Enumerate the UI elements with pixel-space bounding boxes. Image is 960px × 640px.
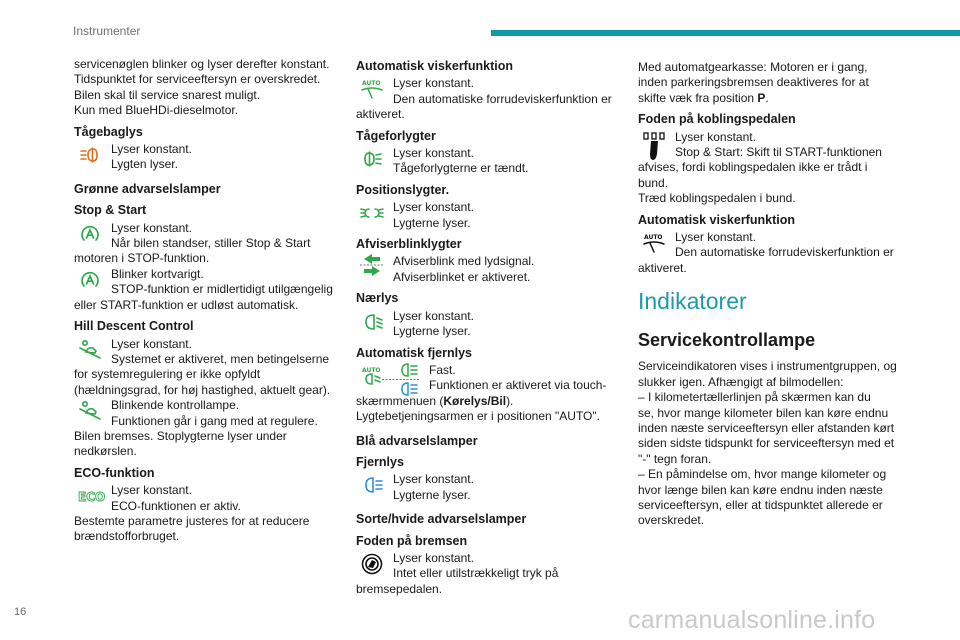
column-3: Med automatgearkasse: Motoren er i gang, inden parkeringsbremsen deaktiveres for at skifte væk fra position P. Foden på koblingspedalen Lyser konstant. Stop & Start: Skift til START-funktionen afvises, fordi koblingspedalen ikke er trådt i bund. Træd koblingspedalen i bund. Automatisk viskerfunktion AUTO Lyser konstant. Den automatiske forrudeviskerfunktion er aktiveret. Indikatorer Servicekontrollampe Serviceindikatoren vises i instrumentgruppen, og slukker igen. Afhængigt af bilmodellen: – I kilometertællerlinjen på skærmen kan du se, hvor mange kilometer bilen kan køre endnu inden næste serviceeftersyn eller afstanden kørt siden sidste tidspunkt for serviceeftersyn med et "-" tegn foran. – En påmindelse om, hvor mange kilometer og hvor længe bilen kan køre endnu inden næste serviceeftersyn, eller at tidspunktet allerede er overskredet. <box>638 60 913 529</box>
heading-clutch: Foden på koblingspedalen <box>638 112 796 127</box>
lamp-hill-on: Lyser konstant. Systemet er aktiveret, men betingelserne for systemregulering er ikke opfyldt (hældningsgrad, for høj hastighed, aktuelt gear). <box>74 336 331 397</box>
section-title-service: Servicekontrollampe <box>638 330 816 351</box>
lamp-brake-pedal: Lyser konstant. Intet eller utilstrækkeligt tryk på bremsepedalen. <box>356 550 559 596</box>
lamp-rear-fog: Lyser konstant. Lygten lyser. <box>74 142 339 173</box>
lamp-position: Lyser konstant. Lygterne lyser. <box>356 200 621 231</box>
svg-text:AUTO: AUTO <box>644 234 663 242</box>
position-lamp-icon <box>360 202 384 224</box>
svg-text:ECO: ECO <box>78 490 106 505</box>
dipped-beam-icon <box>360 311 384 333</box>
header-accent-bar <box>491 30 960 36</box>
heading-stop-start: Stop & Start <box>74 203 147 218</box>
intro-line: Tidspunktet for serviceeftersyn er overskredet. <box>74 72 321 87</box>
header-title: Instrumenter <box>73 24 141 38</box>
turn-signal-icon <box>360 254 384 276</box>
heading-tagebaglys: Tågebaglys <box>74 124 143 139</box>
heading-black-white-lamps: Sorte/hvide advarselslamper <box>356 512 527 527</box>
auto-dipped-beam-icon <box>360 365 384 387</box>
heading-indicators: Afviserblinklygter <box>356 237 462 252</box>
heading-auto-wiper-bw: Automatisk viskerfunktion <box>638 212 795 227</box>
section-title-indikatorer: Indikatorer <box>638 288 747 315</box>
intro-line: Bilen skal til service snarest muligt. <box>74 87 261 102</box>
clutch-pedal-icon <box>642 132 666 162</box>
lamp-auto-wiper: AUTO Lyser konstant. Den automatiske forrudeviskerfunktion er aktiveret. <box>356 76 612 122</box>
high-beam-icon <box>360 474 384 496</box>
auto-high-beam-icon <box>396 363 420 397</box>
heading-eco: ECO-funktion <box>74 465 155 480</box>
brake-pedal-icon <box>360 553 384 575</box>
lamp-clutch-pedal: Lyser konstant. Stop & Start: Skift til START-funktionen afvises, fordi koblingspedalen ikke er trådt i bund. Træd koblingspedalen i bund. <box>638 129 882 206</box>
heading-dipped-beam: Nærlys <box>356 291 399 306</box>
heading-auto-wiper: Automatisk viskerfunktion <box>356 59 513 73</box>
lamp-stop-start-blink: Blinker kortvarigt. STOP-funktion er midlertidigt utilgængelig eller START-funktion er udløst automatisk. <box>74 266 333 312</box>
heading-auto-high-beam: Automatisk fjernlys <box>356 345 473 360</box>
heading-green-lamps: Grønne advarselslamper <box>74 181 221 196</box>
lamp-auto-wiper-bw: AUTO Lyser konstant. Den automatiske forrudeviskerfunktion er aktiveret. <box>638 230 894 275</box>
lamp-dipped-beam: Lyser konstant. Lygterne lyser. <box>356 309 621 340</box>
heading-fog-lights: Tågeforlygter <box>356 128 436 143</box>
heading-blue-lamps: Blå advarselslamper <box>356 433 478 448</box>
heading-hill-descent: Hill Descent Control <box>74 319 194 334</box>
lamp-hill-blink: Blinkende kontrollampe. Funktionen går i gang med at regulere. Bilen bremses. Stoplygterne lyser under nedkørslen. <box>74 398 318 459</box>
heading-high-beam: Fjernlys <box>356 454 404 469</box>
lamp-front-fog: Lyser konstant. Tågeforlygterne er tændt. <box>356 146 621 177</box>
rear-fog-lamp-icon <box>78 144 102 166</box>
lamp-high-beam: Lyser konstant. Lygterne lyser. <box>356 472 621 503</box>
auto-wiper-icon <box>642 232 666 254</box>
heading-position: Positionslygter. <box>356 182 450 197</box>
page-number: 16 <box>14 606 27 618</box>
intro-line: Kun med BlueHDi-dieselmotor. <box>74 103 239 118</box>
column-1 <box>74 57 339 545</box>
watermark: carmanualsonline.info <box>628 606 876 634</box>
column-2 <box>356 59 621 597</box>
heading-brake: Foden på bremsen <box>356 533 468 548</box>
svg-text:AUTO: AUTO <box>362 80 381 88</box>
auto-wiper-icon <box>360 78 384 100</box>
service-text: Serviceindikatoren vises i instrumentgruppen, og slukker igen. Afhængigt af bilmodellen: – I kilometertællerlinjen på skærmen kan du se, hvor mange kilometer bilen kan køre endnu inden næste serviceeftersyn eller afstanden kørt siden sidste tidspunkt for serviceeftersyn med et "-" tegn foran. – En påmindelse om, hvor mange kilometer og hvor længe bilen kan køre endnu inden næste serviceeftersyn, eller at tidspunktet allerede er overskredet. <box>638 359 897 528</box>
eco-icon <box>78 485 106 507</box>
intro-line: servicenøglen blinker og lyser derefter konstant. <box>74 57 330 71</box>
svg-text:AUTO: AUTO <box>362 366 381 374</box>
hill-descent-icon <box>78 339 102 361</box>
lamp-stop-start-on: Lyser konstant. Når bilen standser, stiller Stop & Start motoren i STOP-funktion. <box>74 220 311 266</box>
hill-descent-icon <box>78 400 102 422</box>
front-fog-lamp-icon <box>360 148 384 170</box>
lamp-auto-high-beam: AUTO Fast. Funktionen er aktiveret via touch- skærmmenuen (Kørelys/Bil). Lygtebetjeningsarmen er i positionen "AUTO". <box>356 362 607 424</box>
stop-start-icon <box>78 223 102 245</box>
lamp-indicators: Afviserblink med lydsignal. Afviserblinket er aktiveret. <box>356 254 621 285</box>
lamp-eco: ECO Lyser konstant. ECO-funktionen er aktiv. Bestemte parametre justeres for at reducere brændstofforbruget. <box>74 483 310 544</box>
stop-start-icon <box>78 269 102 291</box>
